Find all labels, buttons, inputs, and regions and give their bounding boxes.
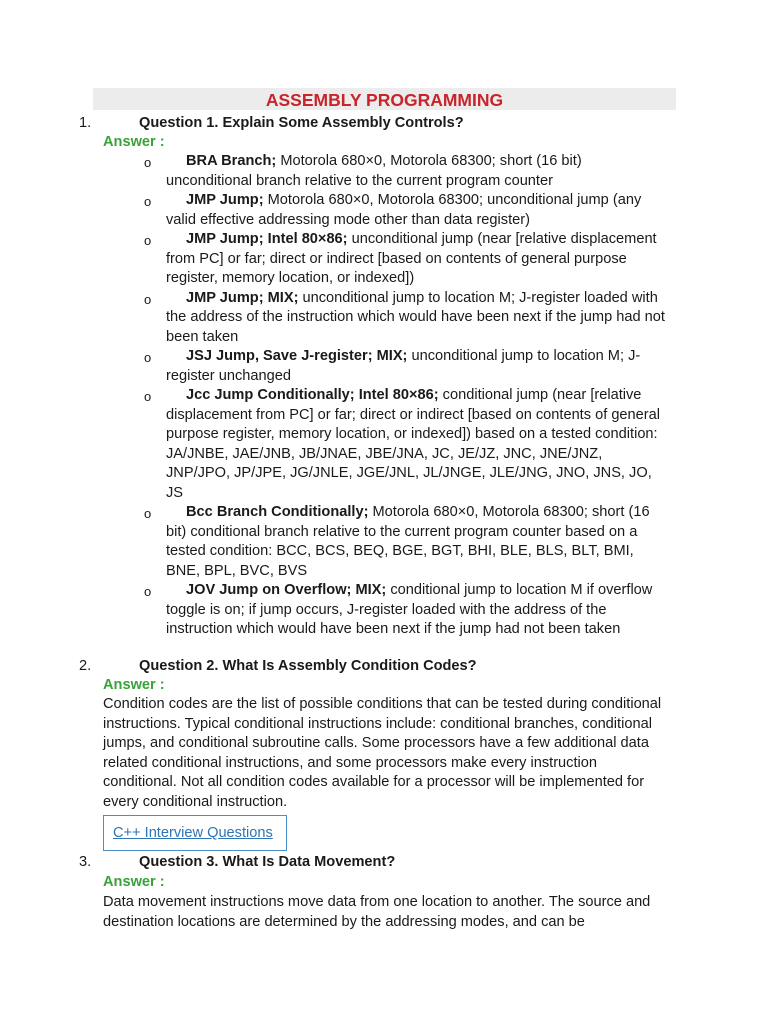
list-item-text: unconditional jump (near [relative displacement from PC] or far; direct or indirect [based on contents of general purpose register, memory location, or indexed]): [166, 231, 657, 286]
question-title: Question 3. What Is Data Movement?: [139, 854, 396, 870]
list-item-term: JMP Jump;: [186, 192, 264, 208]
bullet-marker: o: [144, 350, 152, 365]
list-item: [0, 289, 666, 348]
list-item: [0, 347, 666, 386]
question-title: Question 1. Explain Some Assembly Controls?: [139, 115, 464, 131]
bullet-marker: o: [144, 584, 152, 599]
list-item: [0, 152, 666, 191]
page-title: ASSEMBLY PROGRAMMING: [265, 90, 504, 110]
cpp-interview-questions-link[interactable]: C++ Interview Questions: [113, 825, 273, 841]
list-item-term: Jcc Jump Conditionally; Intel 80×86;: [186, 387, 439, 403]
list-item: [0, 191, 666, 230]
list-item-term: JSJ Jump, Save J-register; MIX;: [186, 348, 408, 364]
answer-label: Answer :: [103, 134, 165, 150]
list-item-term: Bcc Branch Conditionally;: [186, 504, 369, 520]
list-item-text: unconditional jump to location M; J-register loaded with the address of the instruction which would have been next if the jump had not been taken: [166, 289, 665, 345]
answer-label: Answer :: [103, 677, 165, 693]
q2-answer-text: Condition codes are the list of possible conditions that can be tested during conditional instructions. Typical conditional instructions include: conditional branches, conditional jumps, and conditional subroutine calls. Some processors have a few additional data related conditional instructions, and some processors make every instruction conditional. Not all condition codes available for a processor will be implemented for every conditional instruction.: [103, 696, 662, 810]
list-item-term: JOV Jump on Overflow; MIX;: [186, 582, 387, 598]
bullet-marker: o: [144, 389, 152, 404]
bullet-marker: o: [144, 506, 152, 521]
list-item: [0, 503, 666, 581]
list-item-text: conditional jump (near [relative displacement from PC] or far; direct or indirect [based on contents of general purpose register, memory location, or indexed]) based on a tested condition: JA/JNBE, JAE/JNB, JB/JNAE, JBE/JNA, JC, JE/JZ, JNC, JNE/JNZ, JNP/JPO, JP/JPE, JG/JNLE, JGE/JNL, JL/JNGE, JLE/JNG, JNO, JNS, JO, JS: [166, 387, 660, 501]
question-number: 1.: [79, 115, 92, 131]
list-item-term: JMP Jump; MIX;: [186, 289, 299, 306]
list-item-text: unconditional jump to location M; J-register unchanged: [166, 348, 641, 384]
list-item: [0, 581, 666, 640]
q3-answer-text: Data movement instructions move data from one location to another. The source and destination locations are determined by the addressing modes, and can be: [103, 894, 651, 930]
bullet-marker: o: [144, 155, 152, 170]
question-number: 2.: [79, 658, 92, 674]
related-link-box[interactable]: [103, 815, 287, 851]
list-item-text: Motorola 680×0, Motorola 68300; short (16 bit) unconditional branch relative to the current program counter: [166, 153, 582, 189]
list-item: [0, 230, 666, 289]
bullet-marker: o: [144, 291, 152, 307]
list-item-text: Motorola 680×0, Motorola 68300; unconditional jump (any valid effective addressing mode other than data register): [166, 192, 642, 228]
title-bar: [93, 88, 676, 110]
list-item-term: JMP Jump; Intel 80×86;: [186, 231, 348, 247]
q1-answer-list: [0, 152, 768, 640]
list-item-term: BRA Branch;: [186, 153, 277, 169]
question-title: Question 2. What Is Assembly Condition Codes?: [139, 658, 477, 674]
bullet-marker: o: [144, 233, 152, 248]
bullet-marker: o: [144, 194, 152, 209]
answer-label: Answer :: [103, 874, 165, 890]
list-item-text: conditional jump to location M if overflow toggle is on; if jump occurs, J-register loaded with the address of the instruction which would have been next if the jump had not been taken: [166, 582, 653, 637]
list-item: [0, 386, 666, 503]
list-item-text: Motorola 680×0, Motorola 68300; short (16 bit) conditional branch relative to the current program counter based on a tested condition: BCC, BCS, BEQ, BGE, BGT, BHI, BLE, BLS, BLT, BMI, BNE, BPL, BVC, BVS: [166, 504, 650, 579]
question-number: 3.: [79, 854, 92, 870]
